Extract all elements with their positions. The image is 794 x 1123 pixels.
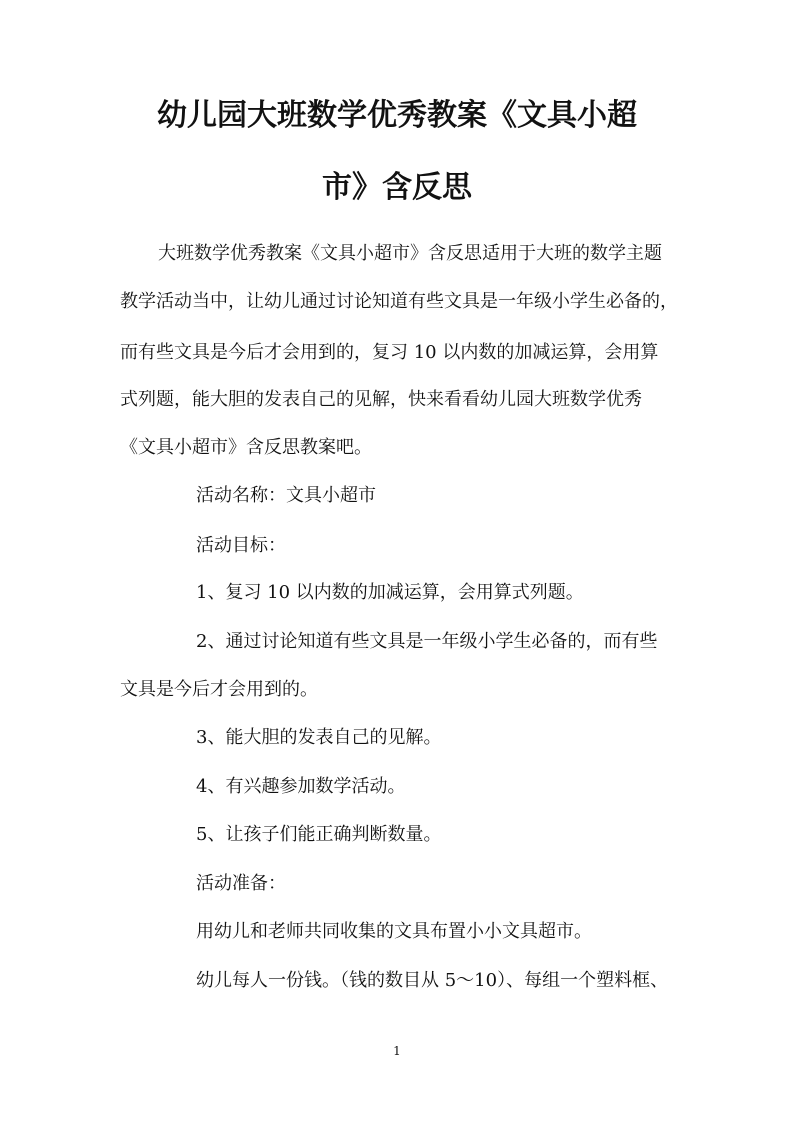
document-title-line-1: 幼儿园大班数学优秀教案《文具小超	[157, 98, 637, 133]
intro-paragraph-line: 《文具小超市》含反思教案吧。	[120, 437, 372, 458]
goal-item-4: 4、有兴趣参加数学活动。	[196, 776, 406, 797]
prep-item-2: 幼儿每人一份钱。（钱的数目从 5～10）、每组一个塑料框、	[196, 970, 669, 991]
intro-paragraph-line: 式列题，能大胆的发表自己的见解，快来看看幼儿园大班数学优秀	[120, 389, 642, 410]
activity-name: 活动名称：文具小超市	[196, 485, 376, 506]
intro-paragraph-line: 教学活动当中，让幼儿通过讨论知道有些文具是一年级小学生必备的，	[120, 291, 678, 312]
intro-paragraph-line: 大班数学优秀教案《文具小超市》含反思适用于大班的数学主题	[158, 243, 662, 264]
document-title-line-2: 市》含反思	[322, 170, 472, 205]
goal-item-3: 3、能大胆的发表自己的见解。	[196, 727, 442, 748]
goal-item-2: 2、通过讨论知道有些文具是一年级小学生必备的，而有些	[196, 631, 658, 652]
goal-item-1: 1、复习 10 以内数的加减运算，会用算式列题。	[196, 582, 584, 603]
prep-item-1: 用幼儿和老师共同收集的文具布置小小文具超市。	[196, 921, 592, 942]
prep-heading: 活动准备：	[196, 873, 286, 894]
intro-paragraph-line: 而有些文具是今后才会用到的，复习 10 以内数的加减运算，会用算	[120, 342, 659, 363]
goal-item-2-continuation: 文具是今后才会用到的。	[120, 679, 318, 700]
page-number: 1	[393, 1044, 401, 1058]
goals-heading: 活动目标：	[196, 535, 286, 556]
goal-item-5: 5、让孩子们能正确判断数量。	[196, 824, 442, 845]
